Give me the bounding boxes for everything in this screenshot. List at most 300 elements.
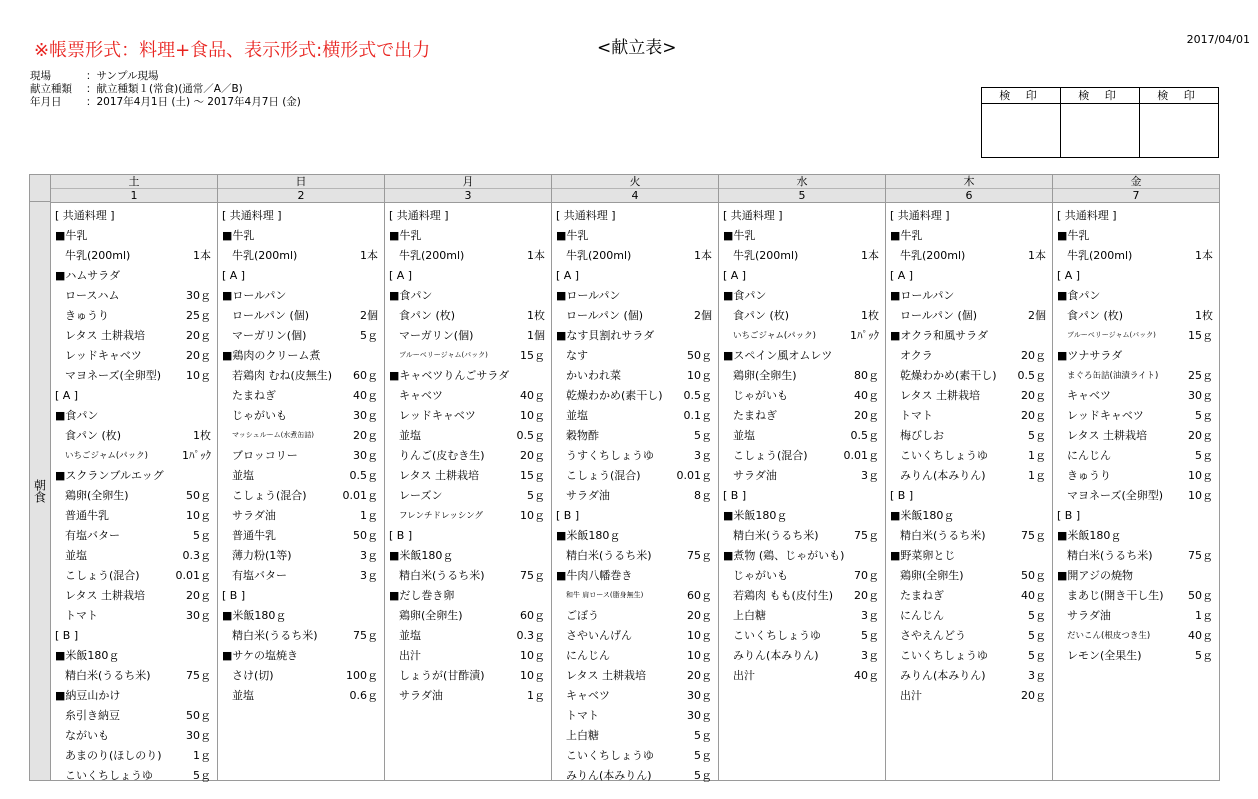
ingredient-row	[385, 345, 551, 365]
ingredient-name: オクラ	[900, 349, 933, 362]
weekday-header: 月	[385, 175, 551, 189]
ingredient-name: じゃがいも	[232, 409, 287, 422]
dish-header-row	[1053, 345, 1219, 365]
dish-name: ■米飯180ｇ	[890, 509, 955, 522]
dish-name: ■ツナサラダ	[1057, 349, 1123, 362]
dish-header-row	[719, 205, 885, 225]
ingredient-name: キャベツ	[399, 389, 443, 402]
dish-header-row	[1053, 505, 1219, 525]
dish-name: ■牛乳	[389, 229, 422, 242]
ingredient-row	[218, 365, 384, 385]
dish-header-row	[51, 225, 217, 245]
ingredient-quantity: 1枚	[1195, 309, 1213, 322]
dish-name: [ B ]	[389, 528, 413, 542]
ingredient-quantity: 30ｇ	[687, 689, 712, 702]
ingredient-quantity: 3ｇ	[861, 469, 879, 482]
dish-name: ■米飯180ｇ	[55, 649, 120, 662]
day-column	[385, 175, 552, 780]
ingredient-name: 和牛 肩ロース(脂身無生)	[566, 591, 644, 599]
ingredient-quantity: 50ｇ	[353, 529, 378, 542]
ingredient-quantity: 30ｇ	[1188, 389, 1213, 402]
ingredient-quantity: 25ｇ	[1188, 369, 1213, 382]
ingredient-quantity: 40ｇ	[1188, 629, 1213, 642]
info-value: ：献立種類１(常食)(通常／A／B)	[86, 83, 243, 95]
ingredient-row	[218, 565, 384, 585]
ingredient-name: 並塩	[399, 629, 421, 642]
ingredient-quantity: 10ｇ	[520, 509, 545, 522]
dish-name: ■ロールパン	[890, 289, 955, 302]
ingredient-quantity: 0.5ｇ	[349, 469, 378, 482]
dish-header-row	[719, 265, 885, 285]
ingredient-row	[552, 345, 718, 365]
stamp-column	[1061, 88, 1140, 157]
ingredient-quantity: 1本	[1195, 249, 1213, 262]
ingredient-row	[385, 385, 551, 405]
ingredient-quantity: 1ｇ	[1028, 449, 1046, 462]
date-header: 4	[552, 189, 718, 203]
dish-header-row	[385, 205, 551, 225]
ingredient-row	[218, 445, 384, 465]
ingredient-name: キャベツ	[566, 689, 610, 702]
ingredient-row	[218, 425, 384, 445]
ingredient-name: こいくちしょうゆ	[900, 649, 988, 662]
ingredient-row	[552, 585, 718, 605]
ingredient-quantity: 70ｇ	[854, 569, 879, 582]
ingredient-quantity: 15ｇ	[520, 469, 545, 482]
ingredient-quantity: 50ｇ	[687, 349, 712, 362]
dish-name: ■米飯180ｇ	[556, 529, 621, 542]
ingredient-name: マヨネーズ(全卵型)	[1067, 489, 1164, 502]
ingredient-quantity: 1ｇ	[1028, 469, 1046, 482]
ingredient-row	[719, 565, 885, 585]
ingredient-row	[218, 485, 384, 505]
ingredient-quantity: 20ｇ	[1021, 409, 1046, 422]
ingredient-row	[385, 505, 551, 525]
dish-header-row	[385, 265, 551, 285]
ingredient-quantity: 0.5ｇ	[683, 389, 712, 402]
dish-name: [ 共通料理 ]	[556, 209, 616, 222]
ingredient-row	[552, 365, 718, 385]
ingredient-row	[51, 725, 217, 745]
ingredient-name: レタス 土耕栽培	[65, 329, 146, 342]
ingredient-quantity: 5ｇ	[861, 629, 879, 642]
info-label: 年月日	[30, 96, 62, 108]
dish-name: [ A ]	[1057, 268, 1081, 282]
ingredient-row	[886, 365, 1052, 385]
ingredient-quantity: 1ｇ	[1195, 609, 1213, 622]
ingredient-row	[719, 465, 885, 485]
ingredient-row	[886, 525, 1052, 545]
ingredient-row	[552, 425, 718, 445]
dish-header-row	[51, 385, 217, 405]
ingredient-name: さやいんげん	[566, 629, 632, 642]
ingredient-quantity: 10ｇ	[687, 649, 712, 662]
ingredient-name: フレンチドレッシング	[399, 511, 483, 521]
ingredient-row	[552, 765, 718, 785]
dish-name: ■スペイン風オムレツ	[723, 349, 833, 362]
dish-name: [ B ]	[1057, 508, 1081, 522]
ingredient-name: 出汁	[399, 649, 421, 662]
ingredient-name: きゅうり	[1067, 469, 1111, 482]
dish-name: ■野菜卵とじ	[890, 549, 956, 562]
dish-name: [ A ]	[723, 268, 747, 282]
meal-label: 朝食	[32, 479, 47, 503]
ingredient-quantity: 60ｇ	[520, 609, 545, 622]
ingredient-quantity: 75ｇ	[1021, 529, 1046, 542]
ingredient-quantity: 1本	[1028, 249, 1046, 262]
ingredient-quantity: 3ｇ	[694, 449, 712, 462]
ingredient-name: マーガリン(個)	[399, 329, 474, 342]
dish-header-row	[886, 505, 1052, 525]
ingredient-name: 並塩	[733, 429, 755, 442]
ingredient-row	[552, 305, 718, 325]
ingredient-name: にんじん	[1067, 449, 1111, 462]
dish-header-row	[552, 565, 718, 585]
ingredient-row	[886, 245, 1052, 265]
ingredient-quantity: 5ｇ	[694, 749, 712, 762]
ingredient-quantity: 20ｇ	[1021, 689, 1046, 702]
date-header: 5	[719, 189, 885, 203]
dish-name: ■ハムサラダ	[55, 269, 121, 282]
stamp-label: 検 印	[982, 88, 1060, 104]
ingredient-row	[1053, 405, 1219, 425]
ingredient-quantity: 40ｇ	[854, 389, 879, 402]
ingredient-name: しょうが(甘酢漬)	[399, 669, 485, 682]
ingredient-name: こいくちしょうゆ	[65, 769, 153, 782]
ingredient-row	[552, 445, 718, 465]
ingredient-quantity: 10ｇ	[687, 629, 712, 642]
ingredient-quantity: 50ｇ	[1021, 569, 1046, 582]
dish-header-row	[1053, 205, 1219, 225]
ingredient-quantity: 3ｇ	[360, 549, 378, 562]
ingredient-quantity: 0.6ｇ	[349, 689, 378, 702]
dish-header-row	[719, 345, 885, 365]
ingredient-name: たまねぎ	[232, 389, 276, 402]
ingredient-name: 薄力粉(1等)	[232, 549, 292, 562]
ingredient-quantity: 5ｇ	[1028, 649, 1046, 662]
dish-header-row	[218, 225, 384, 245]
ingredient-row	[1053, 325, 1219, 345]
menu-item-list	[218, 203, 384, 705]
ingredient-quantity: 30ｇ	[186, 729, 211, 742]
ingredient-name: レタス 土耕栽培	[900, 389, 981, 402]
ingredient-name: 鶏卵(全卵生)	[900, 569, 964, 582]
dish-name: ■ロールパン	[222, 289, 287, 302]
ingredient-quantity: 1枚	[861, 309, 879, 322]
dish-header-row	[51, 465, 217, 485]
ingredient-row	[385, 625, 551, 645]
date-header: 2	[218, 189, 384, 203]
approval-stamp-box	[981, 87, 1219, 158]
ingredient-name: こしょう(混合)	[65, 569, 140, 582]
ingredient-quantity: 5ｇ	[1195, 409, 1213, 422]
dish-header-row	[1053, 225, 1219, 245]
ingredient-row	[1053, 245, 1219, 265]
ingredient-name: まぐろ缶詰(油漬ライト)	[1067, 371, 1159, 381]
ingredient-row	[218, 405, 384, 425]
info-row-site	[30, 70, 301, 83]
ingredient-row	[552, 665, 718, 685]
ingredient-row	[218, 665, 384, 685]
dish-name: ■サケの塩焼き	[222, 649, 298, 662]
ingredient-name: 牛乳(200ml)	[399, 249, 465, 262]
dish-name: ■オクラ和風サラダ	[890, 329, 989, 342]
ingredient-row	[552, 625, 718, 645]
dish-header-row	[552, 285, 718, 305]
stamp-label: 検 印	[1140, 88, 1218, 104]
ingredient-quantity: 2個	[694, 309, 712, 322]
ingredient-quantity: 0.3ｇ	[182, 549, 211, 562]
menu-item-list	[552, 203, 718, 785]
ingredient-quantity: 20ｇ	[353, 429, 378, 442]
ingredient-name: レーズン	[399, 489, 443, 502]
ingredient-row	[1053, 485, 1219, 505]
ingredient-row	[218, 385, 384, 405]
ingredient-name: だいこん(根皮つき生)	[1067, 631, 1151, 641]
ingredient-name: じゃがいも	[733, 569, 788, 582]
ingredient-row	[886, 385, 1052, 405]
ingredient-name: レッドキャベツ	[399, 409, 476, 422]
output-format-note: ※帳票形式：料理+食品、表示形式:横形式で出力	[34, 40, 431, 61]
ingredient-name: 牛乳(200ml)	[1067, 249, 1133, 262]
ingredient-row	[51, 765, 217, 785]
ingredient-name: 牛乳(200ml)	[566, 249, 632, 262]
report-info	[30, 70, 301, 109]
ingredient-quantity: 20ｇ	[1021, 389, 1046, 402]
ingredient-row	[886, 425, 1052, 445]
ingredient-name: 牛乳(200ml)	[65, 249, 131, 262]
ingredient-quantity: 0.1ｇ	[683, 409, 712, 422]
ingredient-row	[385, 605, 551, 625]
ingredient-row	[886, 565, 1052, 585]
ingredient-quantity: 30ｇ	[687, 709, 712, 722]
ingredient-row	[719, 425, 885, 445]
ingredient-name: 精白米(うるち米)	[1067, 549, 1153, 562]
ingredient-row	[385, 565, 551, 585]
ingredient-name: あまのり(ほしのり)	[65, 749, 162, 762]
ingredient-name: 牛乳(200ml)	[232, 249, 298, 262]
dish-name: ■スクランブルエッグ	[55, 469, 164, 482]
dish-header-row	[719, 485, 885, 505]
ingredient-name: さけ(切)	[232, 669, 274, 682]
dish-header-row	[51, 405, 217, 425]
dish-header-row	[218, 265, 384, 285]
dish-header-row	[385, 225, 551, 245]
ingredient-row	[719, 525, 885, 545]
ingredient-name: 乾燥わかめ(素干し)	[566, 389, 663, 402]
ingredient-quantity: 0.3ｇ	[516, 629, 545, 642]
dish-header-row	[719, 505, 885, 525]
ingredient-name: さやえんどう	[900, 629, 966, 642]
ingredient-name: 牛乳(200ml)	[900, 249, 966, 262]
dish-name: ■牛乳	[55, 229, 88, 242]
ingredient-name: こしょう(混合)	[733, 449, 808, 462]
ingredient-name: サラダ油	[566, 489, 610, 502]
ingredient-name: サラダ油	[232, 509, 276, 522]
ingredient-quantity: 10ｇ	[520, 649, 545, 662]
ingredient-row	[218, 525, 384, 545]
ingredient-name: 有塩バター	[65, 529, 120, 542]
ingredient-quantity: 75ｇ	[1188, 549, 1213, 562]
ingredient-quantity: 5ｇ	[1028, 609, 1046, 622]
ingredient-row	[385, 465, 551, 485]
stamp-column	[1140, 88, 1218, 157]
ingredient-name: サラダ油	[1067, 609, 1111, 622]
ingredient-quantity: 20ｇ	[1188, 429, 1213, 442]
ingredient-quantity: 60ｇ	[687, 589, 712, 602]
dish-name: [ 共通料理 ]	[389, 209, 449, 222]
ingredient-quantity: 30ｇ	[186, 289, 211, 302]
ingredient-quantity: 10ｇ	[687, 369, 712, 382]
ingredient-name: こしょう(混合)	[232, 489, 307, 502]
ingredient-name: ロースハム	[65, 289, 120, 302]
ingredient-row	[51, 545, 217, 565]
ingredient-row	[51, 605, 217, 625]
dish-name: ■米飯180ｇ	[222, 609, 287, 622]
dish-name: ■キャベツりんごサラダ	[389, 369, 510, 382]
ingredient-row	[51, 565, 217, 585]
ingredient-row	[385, 325, 551, 345]
dish-name: ■煮物 (鶏、じゃがいも)	[723, 549, 845, 562]
ingredient-row	[552, 605, 718, 625]
ingredient-quantity: 30ｇ	[186, 609, 211, 622]
ingredient-row	[552, 465, 718, 485]
ingredient-row	[1053, 605, 1219, 625]
ingredient-row	[51, 525, 217, 545]
ingredient-quantity: 100ｇ	[346, 669, 378, 682]
menu-table	[29, 174, 1220, 781]
ingredient-name: マーガリン(個)	[232, 329, 307, 342]
ingredient-quantity: 5ｇ	[193, 769, 211, 782]
ingredient-quantity: 10ｇ	[1188, 489, 1213, 502]
ingredient-row	[51, 705, 217, 725]
ingredient-row	[51, 745, 217, 765]
dish-header-row	[51, 645, 217, 665]
ingredient-quantity: 20ｇ	[687, 609, 712, 622]
ingredient-name: こいくちしょうゆ	[733, 629, 821, 642]
dish-header-row	[886, 545, 1052, 565]
ingredient-name: じゃがいも	[733, 389, 788, 402]
ingredient-name: 精白米(うるち米)	[399, 569, 485, 582]
ingredient-row	[218, 305, 384, 325]
ingredient-name: マッシュルーム(水煮缶詰)	[232, 431, 315, 439]
dish-name: [ A ]	[890, 268, 914, 282]
ingredient-name: ごぼう	[566, 609, 599, 622]
ingredient-name: きゅうり	[65, 309, 109, 322]
dish-name: ■牛肉八幡巻き	[556, 569, 633, 582]
ingredient-row	[886, 645, 1052, 665]
ingredient-name: ブロッコリー	[232, 449, 298, 462]
ingredient-name: いちごジャム(パック)	[733, 331, 816, 341]
ingredient-name: 食パン (枚)	[1067, 309, 1124, 322]
menu-item-list	[886, 203, 1052, 705]
dish-header-row	[886, 285, 1052, 305]
ingredient-name: にんじん	[566, 649, 610, 662]
dish-name: [ A ]	[389, 268, 413, 282]
dish-header-row	[218, 345, 384, 365]
ingredient-name: レタス 土耕栽培	[65, 589, 146, 602]
day-column	[719, 175, 886, 780]
dish-header-row	[51, 625, 217, 645]
ingredient-quantity: 1ｇ	[360, 509, 378, 522]
ingredient-name: 食パン (枚)	[733, 309, 790, 322]
ingredient-name: 糸引き納豆	[65, 709, 120, 722]
dish-header-row	[385, 365, 551, 385]
ingredient-name: キャベツ	[1067, 389, 1111, 402]
dish-name: ■米飯180ｇ	[723, 509, 788, 522]
ingredient-quantity: 0.01ｇ	[342, 489, 378, 502]
ingredient-name: レタス 土耕栽培	[1067, 429, 1148, 442]
ingredient-row	[51, 325, 217, 345]
ingredient-name: ながいも	[65, 729, 109, 742]
ingredient-row	[719, 245, 885, 265]
ingredient-row	[552, 405, 718, 425]
ingredient-quantity: 3ｇ	[861, 609, 879, 622]
date-header: 3	[385, 189, 551, 203]
ingredient-row	[886, 685, 1052, 705]
dish-name: [ 共通料理 ]	[1057, 209, 1117, 222]
ingredient-row	[51, 365, 217, 385]
ingredient-row	[218, 545, 384, 565]
ingredient-quantity: 20ｇ	[854, 409, 879, 422]
ingredient-quantity: 75ｇ	[854, 529, 879, 542]
dish-header-row	[385, 525, 551, 545]
ingredient-name: 乾燥わかめ(素干し)	[900, 369, 997, 382]
ingredient-quantity: 1本	[861, 249, 879, 262]
ingredient-row	[51, 285, 217, 305]
dish-name: [ A ]	[222, 268, 246, 282]
dish-header-row	[886, 485, 1052, 505]
dish-header-row	[385, 285, 551, 305]
weekday-header: 火	[552, 175, 718, 189]
ingredient-row	[51, 505, 217, 525]
ingredient-quantity: 0.5ｇ	[1017, 369, 1046, 382]
dish-name: ■牛乳	[556, 229, 589, 242]
ingredient-name: 若鶏肉 もも(皮付生)	[733, 589, 834, 602]
ingredient-quantity: 30ｇ	[353, 449, 378, 462]
ingredient-name: 精白米(うるち米)	[232, 629, 318, 642]
ingredient-name: 上白糖	[733, 609, 766, 622]
ingredient-name: 鶏卵(全卵生)	[399, 609, 463, 622]
ingredient-row	[385, 645, 551, 665]
ingredient-quantity: 1本	[193, 249, 211, 262]
ingredient-row	[552, 685, 718, 705]
dish-name: ■ロールパン	[556, 289, 621, 302]
ingredient-name: トマト	[900, 409, 933, 422]
ingredient-row	[51, 345, 217, 365]
ingredient-row	[218, 625, 384, 645]
ingredient-name: 普通牛乳	[65, 509, 109, 522]
ingredient-row	[552, 745, 718, 765]
day-column	[51, 175, 218, 780]
weekday-header: 木	[886, 175, 1052, 189]
ingredient-row	[385, 405, 551, 425]
date-header: 6	[886, 189, 1052, 203]
ingredient-row	[385, 685, 551, 705]
ingredient-name: 梅びしお	[900, 429, 944, 442]
ingredient-name: かいわれ菜	[566, 369, 621, 382]
ingredient-quantity: 1ﾊﾟｯｸ	[850, 329, 879, 342]
dish-header-row	[552, 325, 718, 345]
ingredient-row	[1053, 385, 1219, 405]
ingredient-row	[552, 645, 718, 665]
ingredient-row	[552, 545, 718, 565]
dish-name: ■食パン	[1057, 289, 1101, 302]
ingredient-row	[886, 345, 1052, 365]
dish-name: [ B ]	[556, 508, 580, 522]
ingredient-quantity: 0.01ｇ	[843, 449, 879, 462]
ingredient-quantity: 20ｇ	[1021, 349, 1046, 362]
